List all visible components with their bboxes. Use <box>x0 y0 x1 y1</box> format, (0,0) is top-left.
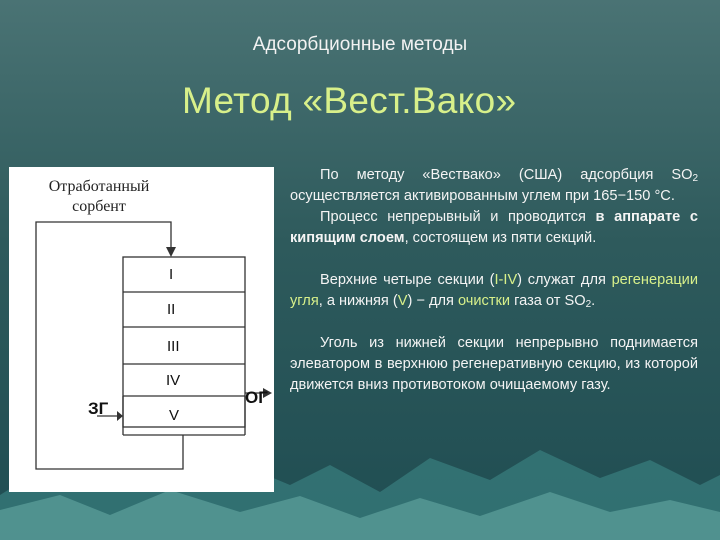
column-outline <box>123 257 245 427</box>
apparatus-diagram <box>9 167 274 492</box>
spent-sorbent-label-1: Отработанный <box>48 178 150 195</box>
inlet-arrow <box>117 411 123 421</box>
section-label-3: III <box>167 338 180 355</box>
description-text <box>290 165 698 396</box>
section-label-2: II <box>167 301 176 318</box>
section-label-5: V <box>169 407 180 424</box>
section-label-4: IV <box>166 372 181 389</box>
outlet-gas-label: ОГ <box>245 388 268 407</box>
section-label-1: I <box>169 266 174 283</box>
paragraph-4: Уголь из нижней секции непрерывно поднимается элеватором в верхнюю регенеративную секцию, из которой движется вниз противотоком очищаемому газу. <box>290 335 698 393</box>
slide-subtitle: Адсорбционные методы <box>252 34 468 55</box>
spent-sorbent-label-2: сорбент <box>72 198 126 215</box>
paragraph-1: По методу «Веcтвако» (США) адсорбция $SO_2$ осуществляется активированным углем при 165−150 °С. <box>290 167 698 204</box>
paragraph-2: Процесс непрерывный и проводится в аппарате с кипящим слоем, состоящем из пяти секций. <box>290 209 698 246</box>
slide-title: Метод «Вест.Вако» <box>182 80 517 121</box>
elevator-loop <box>36 222 183 469</box>
feed-arrow <box>166 247 176 257</box>
paragraph-3: Верхние четыре секции (I-IV) служат для регенерации угля, а нижняя (V) − для очистки газа от $SO_2$. <box>290 272 698 310</box>
inlet-gas-label: ЗГ <box>88 399 109 418</box>
